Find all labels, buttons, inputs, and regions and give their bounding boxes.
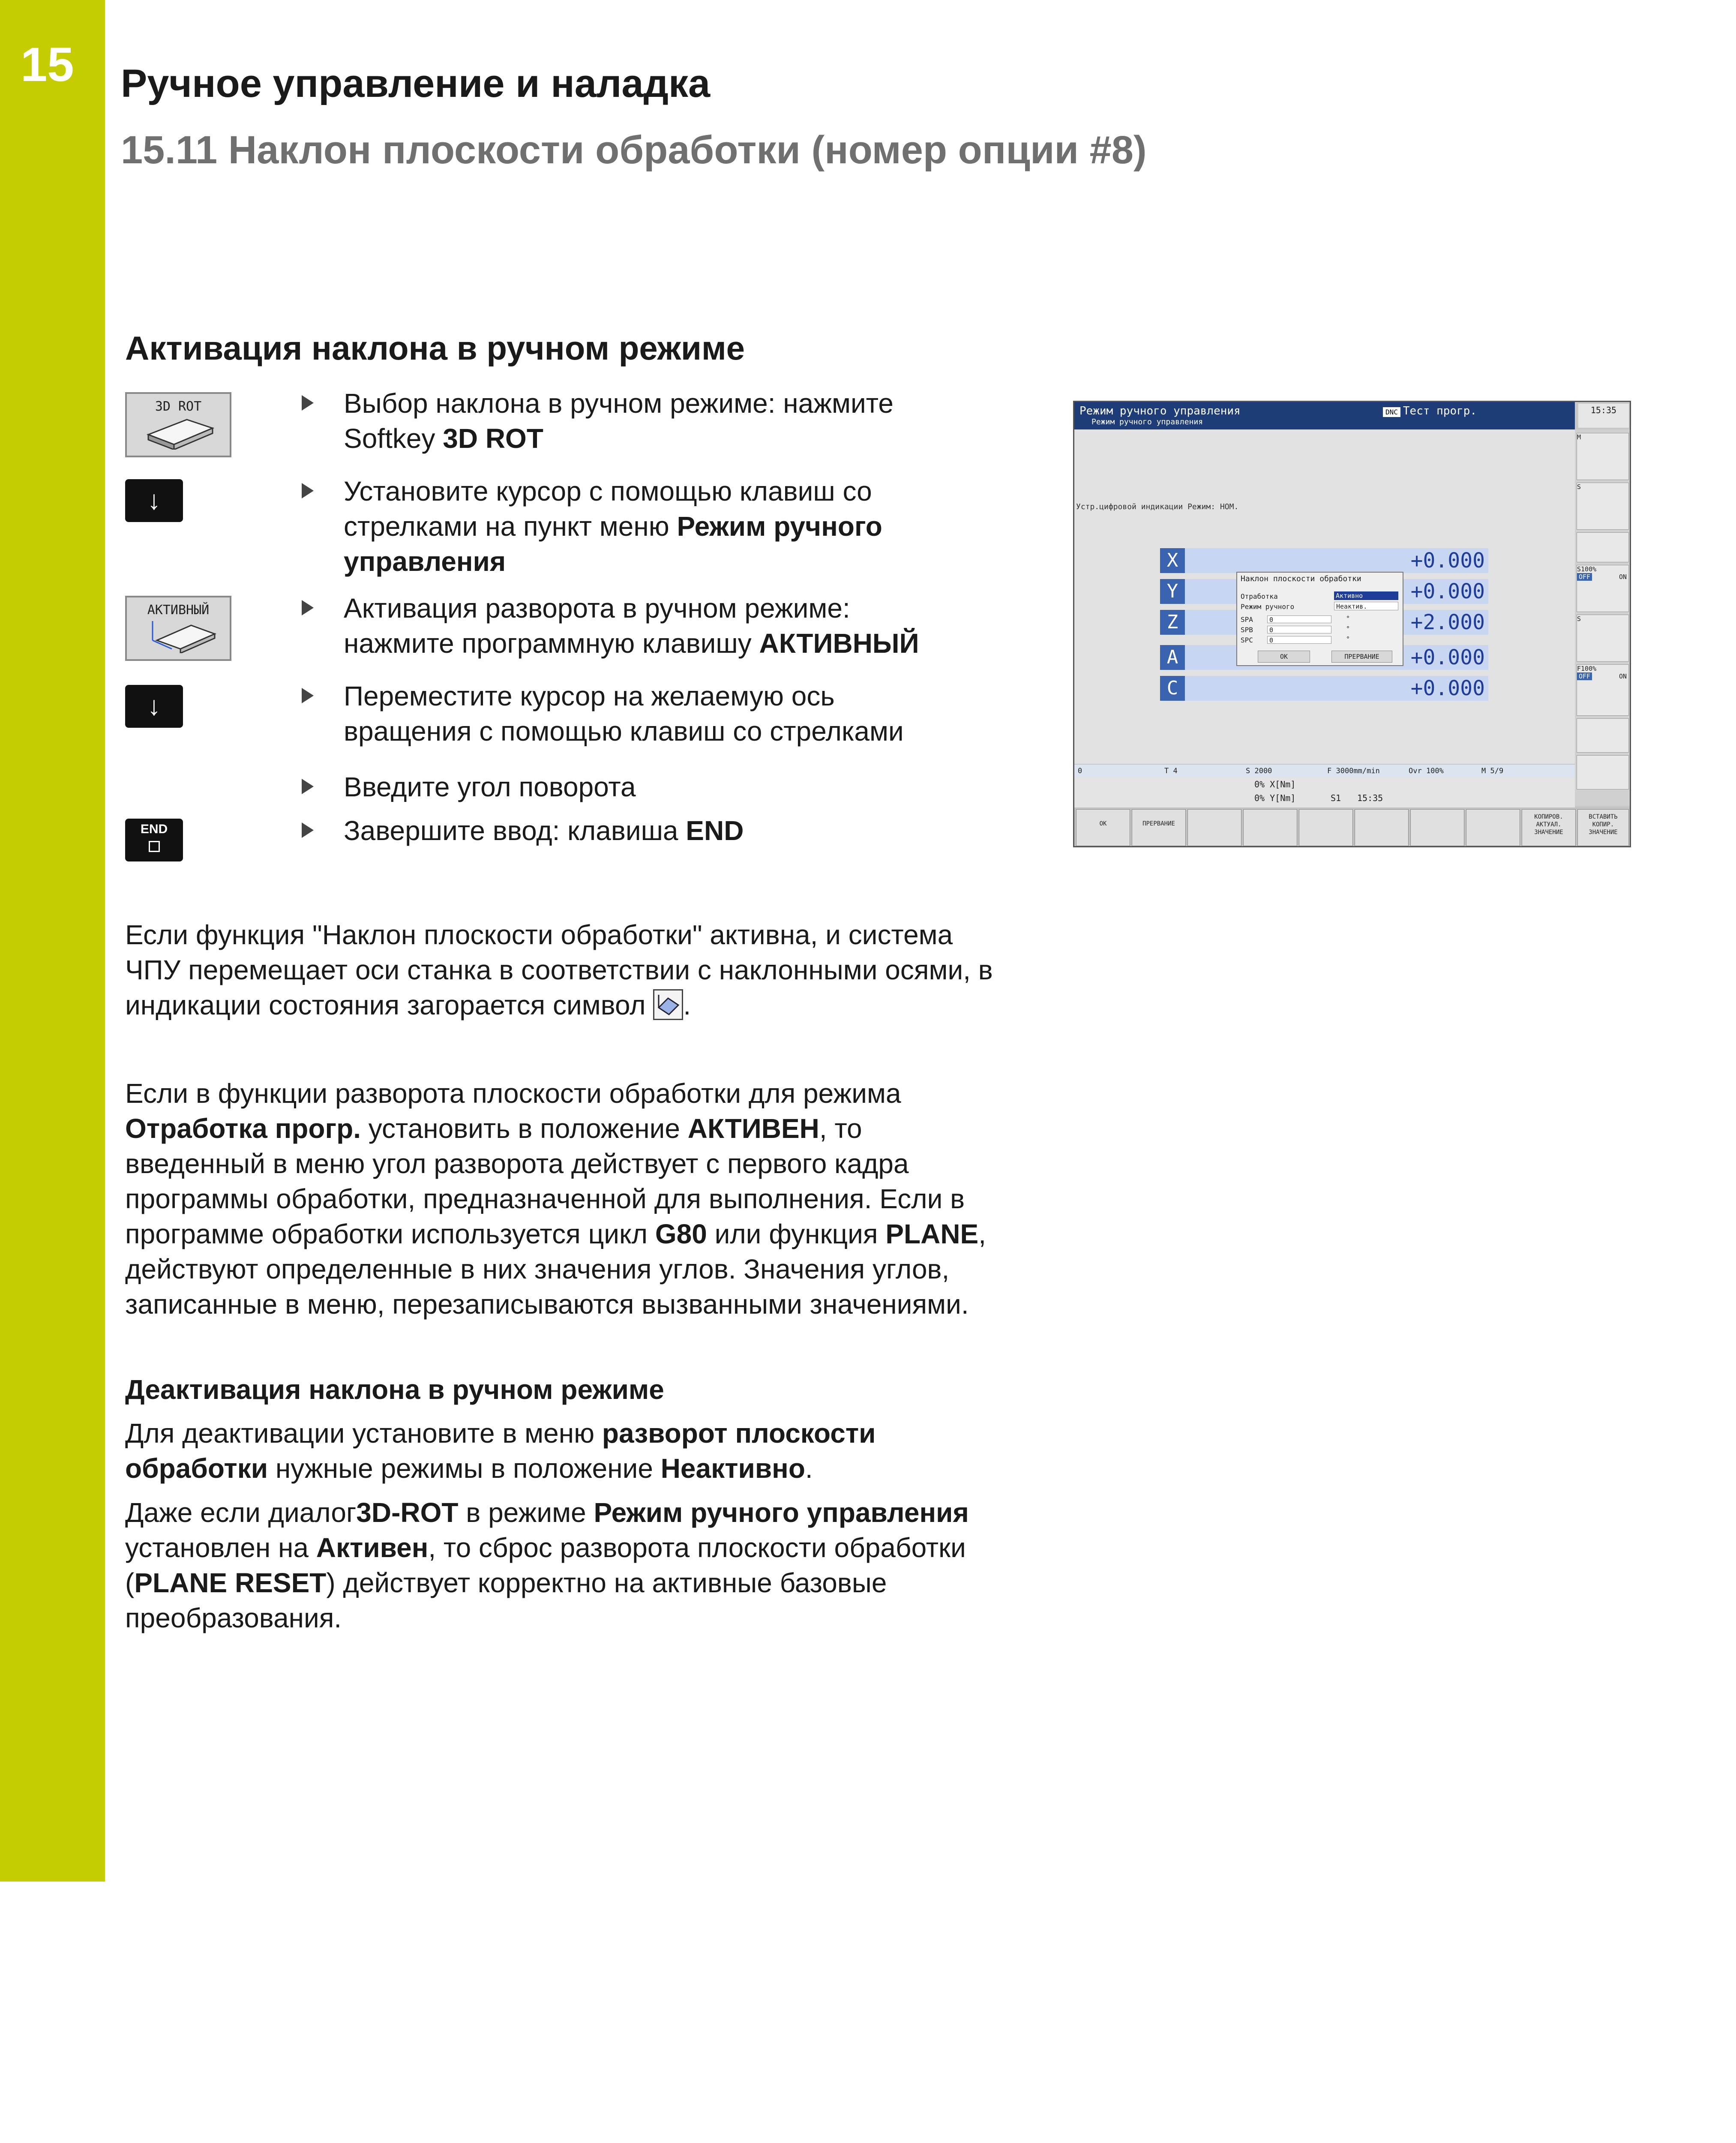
axis-label: Y: [1160, 579, 1185, 604]
dialog-title: Наклон плоскости обработки: [1241, 574, 1361, 583]
text: или функция: [707, 1219, 886, 1249]
bold-text: PLANE: [885, 1219, 979, 1249]
spa-label: SPA: [1241, 615, 1253, 624]
off-label: OFF: [1577, 672, 1592, 680]
axis-label: A: [1160, 645, 1185, 670]
step-5: [304, 769, 964, 804]
softkey-empty[interactable]: [1355, 809, 1409, 846]
section-title: 15.11 Наклон плоскости обработки (номер опции #8): [121, 128, 1147, 172]
softkey-empty[interactable]: [1466, 809, 1520, 846]
plane-icon: [140, 411, 221, 450]
text: установлен на: [125, 1532, 316, 1563]
text: .: [805, 1453, 813, 1484]
spacer-panel: [1577, 532, 1629, 562]
axis-value: +2.000: [1185, 610, 1488, 635]
arrow-down-key-icon: ↓: [125, 685, 183, 728]
text: , действуют определенные в них значения углов. Значения углов, записанные в меню, перезаписываются вызванными значениями.: [125, 1219, 986, 1320]
spindle-panel-2: [1577, 615, 1629, 662]
on-label: ON: [1619, 573, 1627, 581]
tnc-status-bar: [1074, 765, 1575, 777]
dialog-ok-button[interactable]: OK: [1258, 651, 1310, 663]
text: , то введенный в меню угол разворота действует с первого кадра программы обработки, предназначенной для выполнения. Если в программе обработки используется цикл: [125, 1113, 965, 1249]
axis-row: [1160, 548, 1488, 573]
softkey-empty[interactable]: [1187, 809, 1241, 846]
step-text: Переместите курсор на желаемую ось вращения с помощью клавиш со стрелками: [344, 681, 904, 747]
tnc-screenshot: [1073, 401, 1631, 847]
status-cell: S 2000: [1246, 767, 1272, 775]
bold-text: G80: [655, 1219, 707, 1249]
step-2: [304, 474, 964, 579]
degree-unit: °: [1346, 635, 1350, 643]
softkey-empty[interactable]: [1410, 809, 1464, 846]
paragraph-text: Если функция "Наклон плоскости обработки" активна, и система ЧПУ перемещает оси станка в соответствии с наклонными осями, в индикации состояния загорается символ: [125, 919, 993, 1020]
status-cell: F 3000mm/min: [1327, 767, 1380, 775]
feed-override-panel: [1577, 664, 1629, 716]
tnc-status-line: Устр.цифровой индикации Режим: НОМ.: [1076, 502, 1239, 511]
status-cell: M 5/9: [1481, 767, 1504, 775]
load-spindle: S1: [1331, 793, 1341, 803]
paragraph-tilt-active: [125, 917, 995, 1023]
degree-unit: °: [1346, 615, 1350, 622]
softkey-copy-actual[interactable]: КОПИРОВ. АКТУАЛ. ЗНАЧЕНИЕ: [1522, 809, 1576, 846]
text: Даже если диалог: [125, 1497, 357, 1528]
bold-text: Неактивно: [660, 1453, 805, 1484]
tnc-load-display: [1074, 777, 1575, 807]
on-label: ON: [1619, 672, 1627, 680]
off-label: OFF: [1577, 573, 1592, 581]
s-label: S: [1577, 483, 1581, 491]
spacer-panel: [1577, 755, 1629, 789]
m-function-panel: [1577, 433, 1629, 480]
program-run-select[interactable]: Активно: [1334, 591, 1398, 600]
spc-input[interactable]: 0: [1267, 636, 1331, 644]
text: установить в положение: [360, 1113, 688, 1144]
chapter-sidebar: [0, 0, 105, 1882]
axis-row: [1160, 676, 1488, 701]
bold-text: 3D-ROT: [356, 1497, 459, 1528]
axis-value: +0.000: [1185, 548, 1488, 573]
text: в режиме: [458, 1497, 594, 1528]
text: , то сброс разворота плоскости обработки (: [125, 1532, 966, 1598]
softkey-3d-rot-icon: [125, 392, 231, 457]
tilt-status-icon: [653, 989, 683, 1020]
text: Для деактивации установите в меню: [125, 1418, 602, 1449]
paragraph-end: .: [683, 990, 691, 1020]
axis-value: +0.000: [1185, 676, 1488, 701]
tnc-mode2-title: Тест прогр.: [1403, 405, 1477, 417]
step-bold: END: [686, 815, 744, 846]
step-text: Выбор наклона в ручном режиме: нажмите Softkey: [344, 388, 893, 454]
spindle-override-panel: [1577, 565, 1629, 612]
step-3: [304, 591, 964, 661]
text: ) действует корректно на активные базовые преобразования.: [125, 1567, 887, 1633]
s-override-label: S100%: [1577, 565, 1597, 573]
spa-input[interactable]: 0: [1267, 615, 1331, 623]
tnc-mode-sub: Режим ручного управления: [1091, 417, 1203, 426]
text: нужные режимы в положение: [268, 1453, 661, 1484]
tnc-mode-bar: [1074, 402, 1575, 429]
axis-value: +0.000: [1185, 645, 1488, 670]
step-6: [304, 813, 964, 848]
spindle-panel: [1577, 483, 1629, 530]
paragraph-program-run: [125, 1076, 995, 1322]
paragraph-deactivation: [125, 1416, 995, 1486]
step-bold: АКТИВНЫЙ: [759, 628, 919, 659]
softkey-empty[interactable]: [1243, 809, 1297, 846]
spb-label: SPB: [1241, 626, 1253, 634]
load-y: 0% Y[Nm]: [1254, 793, 1296, 803]
tnc-mode-title: Режим ручного управления: [1079, 405, 1241, 417]
step-1: [304, 386, 964, 456]
bold-text: Режим ручного управления: [594, 1497, 969, 1528]
axis-label: C: [1160, 676, 1185, 701]
tilt-dialog: [1236, 572, 1403, 666]
bold-text: Отработка прогр.: [125, 1113, 361, 1144]
tnc-right-panel: [1575, 429, 1631, 806]
arrow-down-key-icon: ↓: [125, 479, 183, 522]
s-label: S: [1577, 615, 1581, 623]
spc-label: SPC: [1241, 636, 1253, 644]
chapter-number: 15: [21, 38, 74, 91]
softkey-label: 3D ROT: [155, 399, 202, 414]
tnc-work-area: [1074, 429, 1575, 764]
softkey-ok[interactable]: OK: [1076, 809, 1130, 846]
manual-mode-select[interactable]: Неактив.: [1334, 602, 1398, 610]
tilted-plane-icon: [140, 615, 221, 653]
softkey-active-icon: [125, 596, 231, 661]
dnc-chip: DNC: [1383, 407, 1400, 417]
dialog-label: Режим ручного: [1241, 603, 1295, 611]
axis-label: Z: [1160, 610, 1185, 635]
end-key-icon: [125, 819, 183, 861]
procedure-heading: Активация наклона в ручном режиме: [125, 329, 745, 367]
axis-value: +0.000: [1185, 579, 1488, 604]
softkey-insert-copied[interactable]: ВСТАВИТЬ КОПИР. ЗНАЧЕНИЕ: [1577, 809, 1629, 846]
bold-text: АКТИВЕН: [687, 1113, 819, 1144]
spacer-panel: [1577, 718, 1629, 753]
deactivation-heading: Деактивация наклона в ручном режиме: [125, 1374, 664, 1405]
axis-label: X: [1160, 548, 1185, 573]
tnc-softkey-row: [1074, 807, 1631, 847]
step-4: [304, 678, 964, 749]
tnc-mode2: [1383, 405, 1477, 417]
end-key-label: END: [140, 822, 168, 836]
status-cell: 0: [1078, 767, 1082, 775]
step-bold: Режим ручного управления: [344, 511, 882, 577]
paragraph-plane-reset: [125, 1495, 995, 1636]
degree-unit: °: [1346, 625, 1350, 633]
m-label: M: [1577, 433, 1581, 441]
load-x: 0% X[Nm]: [1254, 779, 1296, 789]
bold-text: Активен: [316, 1532, 429, 1563]
load-time: 15:35: [1357, 793, 1383, 803]
softkey-cancel[interactable]: ПРЕРВАНИЕ: [1132, 809, 1186, 846]
softkey-empty[interactable]: [1299, 809, 1353, 846]
status-cell: T 4: [1164, 767, 1178, 775]
text: Если в функции разворота плоскости обработки для режима: [125, 1078, 901, 1109]
status-cell: Ovr 100%: [1409, 767, 1444, 775]
bold-text: PLANE RESET: [134, 1567, 327, 1598]
dialog-label: Отработка: [1241, 592, 1278, 600]
step-text: Введите угол поворота: [344, 771, 636, 802]
step-text: Завершите ввод: клавиша: [344, 815, 686, 846]
chapter-title: Ручное управление и наладка: [121, 62, 711, 105]
dialog-cancel-button[interactable]: ПРЕРВАНИЕ: [1331, 651, 1392, 663]
step-text: Установите курсор с помощью клавиш со стрелками на пункт меню: [344, 476, 872, 542]
f-override-label: F100%: [1577, 665, 1597, 672]
spb-input[interactable]: 0: [1267, 626, 1331, 633]
bold-text: разворот плоскости обработки: [125, 1418, 876, 1484]
tnc-clock: 15:35: [1578, 404, 1629, 428]
step-bold: 3D ROT: [443, 423, 543, 454]
softkey-label: АКТИВНЫЙ: [147, 603, 210, 618]
step-text: Активация разворота в ручном режиме: нажмите программную клавишу: [344, 593, 850, 659]
